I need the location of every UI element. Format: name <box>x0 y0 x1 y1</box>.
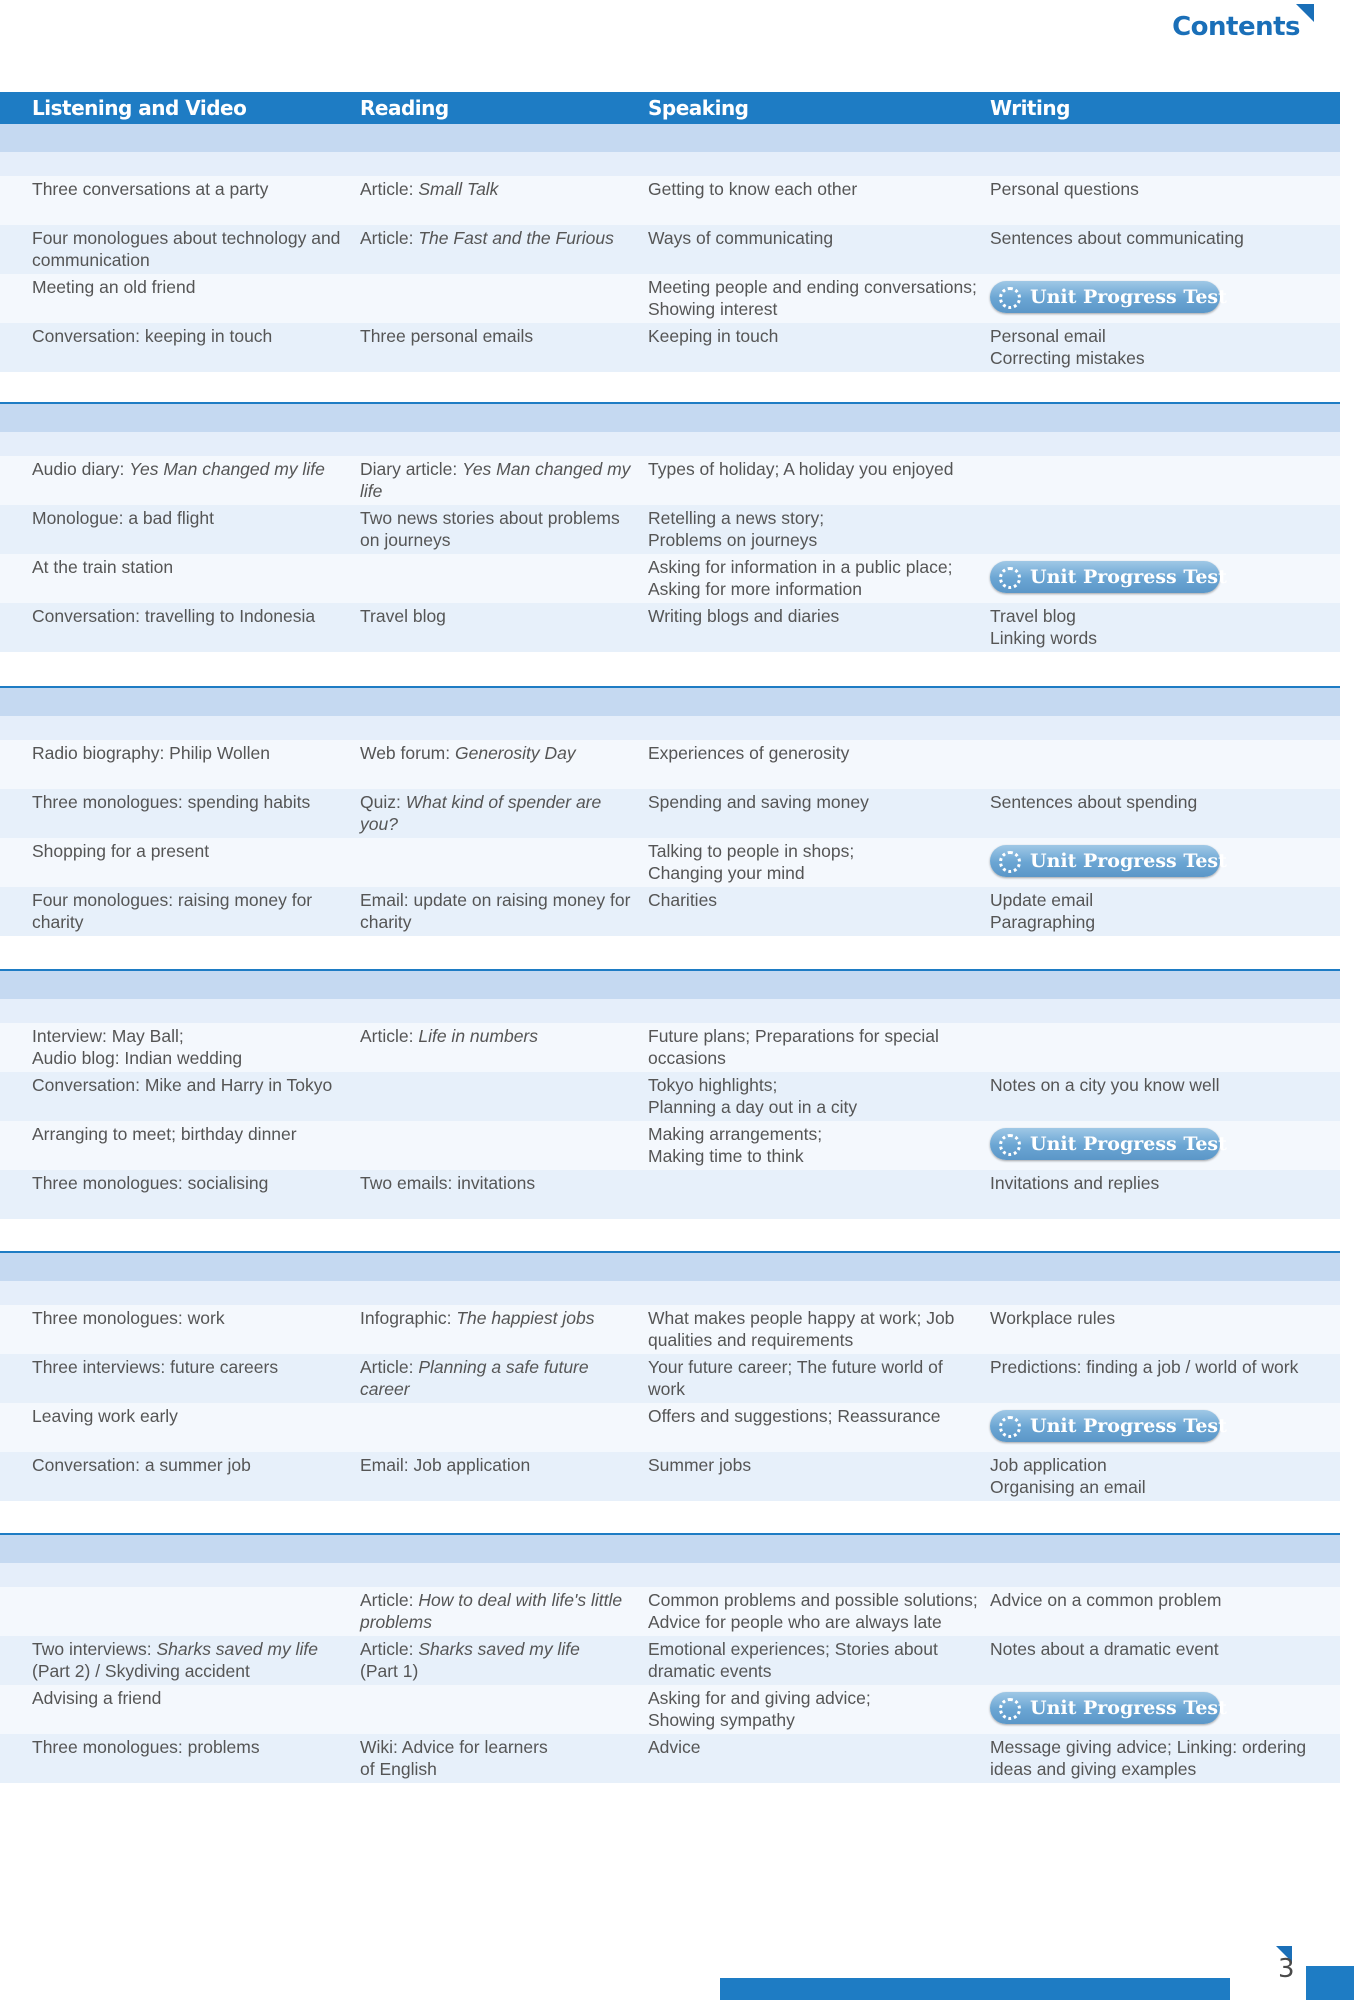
table-row <box>0 1305 1340 1354</box>
progress-test-icon <box>999 1416 1021 1438</box>
reading-cell-text-2: of English <box>360 1759 437 1779</box>
listening-cell-text: Leaving work early <box>32 1406 178 1426</box>
writing-cell <box>990 1356 1330 1378</box>
speaking-cell-text: Charities <box>648 890 718 910</box>
unit-progress-test-label: Unit Progress Test <box>1030 1697 1227 1719</box>
table-row <box>0 1734 1340 1783</box>
unit-header-band <box>0 971 1340 999</box>
writing-cell <box>990 325 1330 369</box>
listening-cell-text: Three monologues: spending habits <box>32 792 311 812</box>
reading-cell-text: Wiki: Advice for learners <box>360 1737 548 1757</box>
writing-cell-text: Personal questions <box>990 179 1139 199</box>
writing-cell-text: Notes on a city you know well <box>990 1075 1220 1095</box>
reading-cell <box>360 1356 640 1400</box>
reading-cell <box>360 325 640 347</box>
speaking-cell <box>648 1025 978 1069</box>
listening-cell <box>32 458 352 480</box>
progress-test-icon <box>999 567 1021 589</box>
speaking-cell <box>648 1638 978 1682</box>
reading-cell <box>360 1307 640 1329</box>
header-speaking: Speaking <box>648 96 749 120</box>
unit-header-band <box>0 688 1340 716</box>
listening-cell-text: Three conversations at a party <box>32 179 269 199</box>
writing-cell <box>990 1736 1330 1780</box>
listening-cell <box>32 507 352 529</box>
listening-cell <box>32 1172 352 1194</box>
listening-cell-text: Three monologues: problems <box>32 1737 260 1757</box>
progress-test-icon <box>999 1698 1021 1720</box>
speaking-cell-text: Writing blogs and diaries <box>648 606 840 626</box>
listening-cell-text: Advising a friend <box>32 1688 162 1708</box>
speaking-cell <box>648 458 978 480</box>
reading-cell-title: Sharks saved my life <box>418 1639 580 1659</box>
table-row <box>0 1121 1340 1170</box>
listening-cell-text: Arranging to meet; birthday dinner <box>32 1124 297 1144</box>
writing-cell <box>990 1638 1330 1660</box>
speaking-cell-text: Meeting people and ending conversations; Showing interest <box>648 277 977 319</box>
unit-block <box>0 1253 1340 1503</box>
progress-test-icon <box>999 287 1021 309</box>
speaking-cell-text: Experiences of generosity <box>648 743 850 763</box>
speaking-cell-text-2: Problems on journeys <box>648 530 818 550</box>
speaking-cell-text-2: Planning a day out in a city <box>648 1097 858 1117</box>
listening-cell <box>32 556 352 578</box>
reading-cell <box>360 1172 640 1194</box>
table-row <box>0 1170 1340 1219</box>
writing-cell-text-2: Organising an email <box>990 1477 1146 1497</box>
speaking-cell-text: Tokyo highlights; <box>648 1075 778 1095</box>
reading-cell-title: The Fast and the Furious <box>418 228 614 248</box>
progress-test-icon <box>999 1134 1021 1156</box>
speaking-cell <box>648 1405 978 1427</box>
listening-cell <box>32 605 352 627</box>
speaking-cell <box>648 325 978 347</box>
unit-header-band <box>0 404 1340 432</box>
writing-cell <box>990 791 1330 813</box>
page-title: Contents <box>1172 12 1300 42</box>
writing-cell-text-2: Linking words <box>990 628 1097 648</box>
unit-progress-test-button[interactable] <box>990 1692 1227 1724</box>
unit-progress-test-label: Unit Progress Test <box>1030 286 1227 308</box>
reading-cell-text-2: (Part 1) <box>360 1661 419 1681</box>
table-row <box>0 554 1340 603</box>
writing-cell-text-2: Correcting mistakes <box>990 348 1145 368</box>
listening-cell <box>32 1638 352 1682</box>
header-reading: Reading <box>360 96 449 120</box>
reading-cell-prefix: Article: <box>360 228 419 248</box>
reading-cell <box>360 1454 640 1476</box>
listening-cell-text: At the train station <box>32 557 174 577</box>
table-row <box>0 176 1340 225</box>
reading-cell <box>360 458 640 502</box>
unit-progress-test-button[interactable] <box>990 845 1227 877</box>
writing-cell <box>990 1307 1330 1329</box>
table-row <box>0 1403 1340 1452</box>
writing-cell-text: Personal email <box>990 326 1106 346</box>
speaking-cell <box>648 742 978 764</box>
speaking-cell-text: Future plans; Preparations for special occasions <box>648 1026 939 1068</box>
reading-cell <box>360 1736 640 1780</box>
reading-cell <box>360 1589 640 1633</box>
reading-cell-text: Two emails: invitations <box>360 1173 536 1193</box>
listening-cell-prefix: Audio diary: <box>32 459 130 479</box>
listening-cell <box>32 840 352 862</box>
reading-cell-prefix: Article: <box>360 1590 419 1610</box>
listening-cell-text-2: Audio blog: Indian wedding <box>32 1048 243 1068</box>
speaking-cell-text: Asking for and giving advice; <box>648 1688 871 1708</box>
unit-progress-test-label: Unit Progress Test <box>1030 1415 1227 1437</box>
unit-block <box>0 404 1340 654</box>
writing-cell-text: Advice on a common problem <box>990 1590 1222 1610</box>
listening-cell-text: Conversation: keeping in touch <box>32 326 273 346</box>
unit-block <box>0 688 1340 938</box>
speaking-cell-text: Talking to people in shops; <box>648 841 855 861</box>
speaking-cell-text: Your future career; The future world of work <box>648 1357 943 1399</box>
listening-cell <box>32 889 352 933</box>
reading-cell-title: Life in numbers <box>418 1026 539 1046</box>
speaking-cell-text-2: Showing sympathy <box>648 1710 795 1730</box>
writing-cell <box>990 605 1330 649</box>
unit-progress-test-label: Unit Progress Test <box>1030 1133 1227 1155</box>
listening-cell-title: Sharks saved my life <box>156 1639 318 1659</box>
unit-block <box>0 1535 1340 1785</box>
table-header <box>0 92 1340 123</box>
reading-cell <box>360 791 640 835</box>
unit-subheader-band <box>0 152 1340 176</box>
listening-cell <box>32 1405 352 1427</box>
footer-bar-end <box>1306 1966 1354 2000</box>
listening-cell <box>32 1687 352 1709</box>
listening-cell-text: Four monologues about technology and communication <box>32 228 341 270</box>
writing-cell <box>990 1589 1330 1611</box>
progress-test-icon <box>999 851 1021 873</box>
writing-cell-text: Workplace rules <box>990 1308 1116 1328</box>
speaking-cell <box>648 1356 978 1400</box>
reading-cell <box>360 1638 640 1682</box>
header-listening: Listening and Video <box>32 96 247 120</box>
listening-cell-prefix: Two interviews: <box>32 1639 157 1659</box>
reading-cell-prefix: Diary article: <box>360 459 463 479</box>
table-row <box>0 456 1340 505</box>
speaking-cell <box>648 1736 978 1758</box>
speaking-cell <box>648 840 978 884</box>
unit-header-band <box>0 124 1340 152</box>
unit-progress-test-button[interactable] <box>990 1128 1227 1160</box>
writing-cell-text: Sentences about spending <box>990 792 1198 812</box>
listening-cell <box>32 276 352 298</box>
speaking-cell <box>648 1123 978 1167</box>
speaking-cell <box>648 1307 978 1351</box>
table-row <box>0 323 1340 372</box>
unit-subheader-band <box>0 716 1340 740</box>
speaking-cell <box>648 556 978 600</box>
reading-cell-text: Travel blog <box>360 606 446 626</box>
reading-cell-text: Three personal emails <box>360 326 534 346</box>
table-row <box>0 1685 1340 1734</box>
speaking-cell-text: Making arrangements; <box>648 1124 823 1144</box>
footer-bar <box>720 1978 1230 2000</box>
speaking-cell-text: Advice <box>648 1737 701 1757</box>
speaking-cell-text: Common problems and possible solutions; Advice for people who are always late <box>648 1590 978 1632</box>
speaking-cell <box>648 178 978 200</box>
reading-cell <box>360 507 640 551</box>
reading-cell-text: Email: Job application <box>360 1455 531 1475</box>
writing-cell <box>990 1074 1330 1096</box>
writing-cell-text: Travel blog <box>990 606 1076 626</box>
table-row <box>0 1636 1340 1685</box>
table-row <box>0 274 1340 323</box>
unit-progress-test-button[interactable] <box>990 561 1227 593</box>
table-row <box>0 1072 1340 1121</box>
header-writing: Writing <box>990 96 1070 120</box>
reading-cell-title: Generosity Day <box>455 743 576 763</box>
table-row <box>0 225 1340 274</box>
reading-cell <box>360 889 640 933</box>
reading-cell-text: Email: update on raising money for charity <box>360 890 631 932</box>
table-row <box>0 505 1340 554</box>
listening-cell <box>32 1123 352 1145</box>
speaking-cell-text-2: Changing your mind <box>648 863 805 883</box>
unit-subheader-band <box>0 1281 1340 1305</box>
reading-cell-prefix: Web forum: <box>360 743 455 763</box>
speaking-cell <box>648 889 978 911</box>
speaking-cell <box>648 507 978 551</box>
table-row <box>0 838 1340 887</box>
listening-cell <box>32 325 352 347</box>
speaking-cell <box>648 605 978 627</box>
reading-cell-title: Yes Man changed my life <box>360 459 631 501</box>
writing-cell-text-2: Paragraphing <box>990 912 1096 932</box>
unit-progress-test-label: Unit Progress Test <box>1030 850 1227 872</box>
listening-cell-text-2: (Part 2) / Skydiving accident <box>32 1661 250 1681</box>
speaking-cell <box>648 1687 978 1731</box>
writing-cell <box>990 889 1330 933</box>
reading-cell-prefix: Infographic: <box>360 1308 457 1328</box>
reading-cell-title: Planning a safe future career <box>360 1357 589 1399</box>
writing-cell-text: Update email <box>990 890 1094 910</box>
unit-header-band <box>0 1535 1340 1563</box>
listening-cell-text: Meeting an old friend <box>32 277 196 297</box>
writing-cell-text: Job application <box>990 1455 1107 1475</box>
speaking-cell-text-2: Asking for more information <box>648 579 862 599</box>
unit-progress-test-button[interactable] <box>990 1410 1227 1442</box>
reading-cell <box>360 1025 640 1047</box>
speaking-cell-text: Emotional experiences; Stories about dramatic events <box>648 1639 938 1681</box>
reading-cell-prefix: Article: <box>360 1639 419 1659</box>
listening-cell <box>32 1454 352 1476</box>
unit-block <box>0 124 1340 374</box>
listening-cell-text: Interview: May Ball; <box>32 1026 184 1046</box>
speaking-cell <box>648 1454 978 1476</box>
writing-cell-text: Notes about a dramatic event <box>990 1639 1219 1659</box>
listening-cell-text: Radio biography: Philip Wollen <box>32 743 271 763</box>
writing-cell <box>990 1454 1330 1498</box>
reading-cell-title: What kind of spender are you? <box>360 792 602 834</box>
listening-cell <box>32 227 352 271</box>
listening-cell <box>32 1025 352 1069</box>
table-row <box>0 740 1340 789</box>
reading-cell-title: How to deal with life's little problems <box>360 1590 623 1632</box>
reading-cell <box>360 742 640 764</box>
unit-subheader-band <box>0 1563 1340 1587</box>
listening-cell-text: Three monologues: socialising <box>32 1173 269 1193</box>
speaking-cell-text: What makes people happy at work; Job qualities and requirements <box>648 1308 955 1350</box>
listening-cell <box>32 742 352 764</box>
table-row <box>0 1354 1340 1403</box>
reading-cell-prefix: Article: <box>360 1357 419 1377</box>
speaking-cell-text: Asking for information in a public place; <box>648 557 953 577</box>
table-row <box>0 1023 1340 1072</box>
unit-subheader-band <box>0 999 1340 1023</box>
reading-cell <box>360 178 640 200</box>
writing-cell-text: Invitations and replies <box>990 1173 1160 1193</box>
table-row <box>0 603 1340 652</box>
reading-cell-prefix: Article: <box>360 1026 419 1046</box>
reading-cell-title: The happiest jobs <box>456 1308 595 1328</box>
listening-cell-title: Yes Man changed my life <box>129 459 325 479</box>
reading-cell <box>360 227 640 249</box>
reading-cell-title: Small Talk <box>418 179 499 199</box>
listening-cell-text: Shopping for a present <box>32 841 210 861</box>
speaking-cell <box>648 791 978 813</box>
table-row <box>0 789 1340 838</box>
listening-cell <box>32 178 352 200</box>
speaking-cell-text: Spending and saving money <box>648 792 869 812</box>
reading-cell-prefix: Article: <box>360 179 419 199</box>
speaking-cell-text: Retelling a news story; <box>648 508 825 528</box>
speaking-cell <box>648 1589 978 1633</box>
listening-cell <box>32 1356 352 1378</box>
writing-cell <box>990 178 1330 200</box>
writing-cell <box>990 1172 1330 1194</box>
listening-cell-text: Conversation: Mike and Harry in Tokyo <box>32 1075 333 1095</box>
speaking-cell-text: Keeping in touch <box>648 326 779 346</box>
speaking-cell <box>648 276 978 320</box>
unit-progress-test-button[interactable] <box>990 281 1227 313</box>
speaking-cell-text: Summer jobs <box>648 1455 752 1475</box>
listening-cell <box>32 1736 352 1758</box>
table-row <box>0 1587 1340 1636</box>
speaking-cell-text: Ways of communicating <box>648 228 834 248</box>
speaking-cell-text-2: Making time to think <box>648 1146 804 1166</box>
writing-cell-text: Sentences about communicating <box>990 228 1244 248</box>
listening-cell-text: Monologue: a bad flight <box>32 508 214 528</box>
listening-cell-text: Conversation: a summer job <box>32 1455 251 1475</box>
unit-block <box>0 971 1340 1221</box>
writing-cell <box>990 227 1330 249</box>
table-row <box>0 1452 1340 1501</box>
listening-cell-text: Three interviews: future careers <box>32 1357 279 1377</box>
speaking-cell-text: Getting to know each other <box>648 179 858 199</box>
reading-cell <box>360 605 640 627</box>
unit-header-band <box>0 1253 1340 1281</box>
speaking-cell <box>648 1074 978 1118</box>
speaking-cell-text: Offers and suggestions; Reassurance <box>648 1406 941 1426</box>
unit-subheader-band <box>0 432 1340 456</box>
listening-cell <box>32 1307 352 1329</box>
reading-cell-text: Two news stories about problems on journeys <box>360 508 620 550</box>
reading-cell-prefix: Quiz: <box>360 792 406 812</box>
speaking-cell-text: Types of holiday; A holiday you enjoyed <box>648 459 954 479</box>
listening-cell <box>32 1074 352 1096</box>
page-number: 3 <box>1278 1954 1295 1984</box>
speaking-cell <box>648 227 978 249</box>
unit-progress-test-label: Unit Progress Test <box>1030 566 1227 588</box>
listening-cell <box>32 791 352 813</box>
writing-cell-text: Predictions: finding a job / world of work <box>990 1357 1299 1377</box>
listening-cell-text: Four monologues: raising money for charity <box>32 890 313 932</box>
listening-cell-text: Conversation: travelling to Indonesia <box>32 606 316 626</box>
listening-cell-text: Three monologues: work <box>32 1308 225 1328</box>
writing-cell-text: Message giving advice; Linking: ordering ideas and giving examples <box>990 1737 1307 1779</box>
table-row <box>0 887 1340 936</box>
